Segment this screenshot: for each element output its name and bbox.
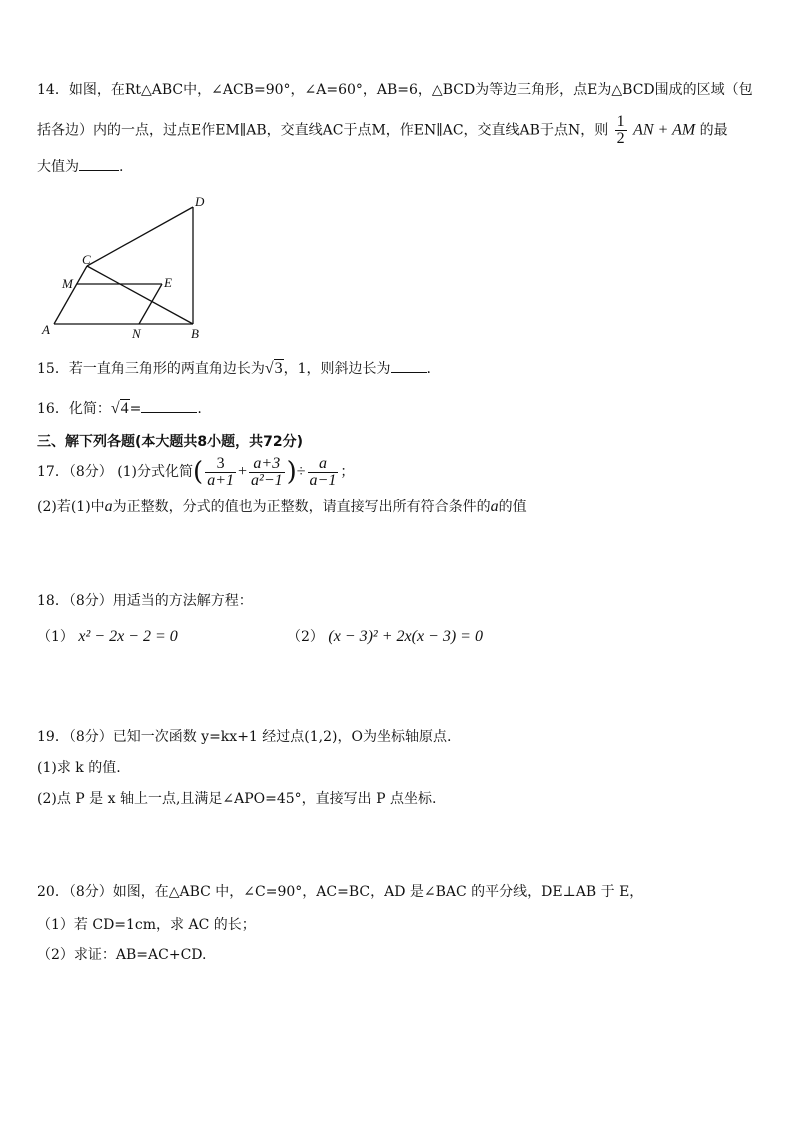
q17-frac1 [205, 456, 236, 489]
section3-title: 三、解下列各题(本大题共8小题，共72分) [37, 434, 304, 450]
label-N: N [132, 326, 141, 341]
q17-frac3-num: a [308, 456, 339, 473]
q17-frac3 [308, 456, 339, 489]
label-E: E [164, 275, 172, 290]
q18-title: 18．（8分）用适当的方法解方程： [37, 593, 253, 609]
q15-radicand: 3 [274, 360, 283, 377]
q14-fraction [615, 114, 627, 147]
q14-answer-blank[interactable] [79, 156, 119, 171]
segment-CD [87, 207, 193, 266]
q17-frac2 [249, 456, 285, 489]
q17-var-a2: a [490, 498, 499, 515]
q15-answer-blank[interactable] [391, 358, 427, 373]
q16-radicand: 4 [120, 400, 129, 417]
q17-semicolon: ； [340, 464, 355, 480]
q17-frac2-num: a+3 [249, 456, 285, 473]
q18-p1-equation: x² − 2x − 2 = 0 [78, 628, 178, 645]
segment-CB [87, 266, 193, 324]
q16-text2: = [129, 401, 142, 417]
q18-part2 [287, 627, 483, 647]
q14-line3 [37, 156, 123, 177]
label-D: D [195, 194, 205, 209]
segment-AC [54, 266, 87, 324]
q14-line3-end: . [119, 159, 124, 175]
q17-div: ÷ [296, 463, 306, 480]
q16-sqrt: √4 [110, 400, 129, 417]
q18-p2-equation: (x − 3)² + 2x(x − 3) = 0 [328, 628, 483, 645]
q14-line2-text: 括各边）内的一点，过点E作EM∥AB，交直线AC于点M，作EN∥AC，交直线AB于点N，则 [37, 122, 609, 139]
q17-line2 [37, 497, 527, 517]
q20-part2: （2）求证：AB=AC+CD. [37, 947, 207, 963]
q16-answer-blank[interactable] [141, 398, 197, 413]
q17-line1: 17．（8分） (1)分式化简( $\frac{3}{a+1}$ + $\frac{a+3}{\text{a²−1}}$ )÷ $\frac{a}{a-1}$ ； [37, 454, 355, 489]
q18-part1 [37, 627, 178, 647]
q17-part2-b: 为正整数，分式的值也为正整数，请直接写出所有符合条件的 [112, 499, 491, 515]
q20-title: 20．（8分）如图，在△ABC 中，∠C=90°，AC=BC，AD 是∠BAC 的平分线，DE⊥AB 于 E， [37, 884, 644, 900]
q14-line1 [37, 80, 753, 100]
q17-frac1-num: 3 [205, 456, 236, 473]
q17-frac3-den: a−1 [309, 471, 337, 489]
q17-part2-c: 的值 [498, 499, 527, 515]
q20-part1: （1）若 CD=1cm，求 AC 的长； [37, 917, 256, 933]
q14-frac-den: 2 [616, 130, 625, 147]
q17-part2-a: (2)若(1)中 [37, 499, 105, 515]
q16 [37, 398, 202, 419]
q14-line3-text: 大值为 [37, 159, 79, 175]
q16-end: . [197, 401, 202, 417]
q15-text1: 15．若一直角三角形的两直角边长为 [37, 361, 265, 377]
q15 [37, 358, 431, 379]
q14-figure [36, 190, 216, 345]
q14-line2-tail: 的最 [699, 122, 728, 139]
q17-frac1-den: a+1 [207, 471, 234, 489]
q14-line1-text: 14．如图，在Rt△ABC中，∠ACB=90°，∠A=60°，AB=6，△BCD为等边三角形，点E为△BCD围成的区域（包 [37, 82, 753, 98]
label-A: A [42, 322, 50, 337]
label-C: C [82, 252, 91, 267]
label-M: M [62, 276, 73, 291]
q14-line2 [37, 114, 728, 147]
q18-p2-label: （2） [287, 629, 324, 645]
segment-EN [139, 284, 162, 324]
q15-text2: ，1，则斜边长为 [283, 361, 391, 377]
q19-title: 19．（8分）已知一次函数 y=kx+1 经过点(1,2)，O为坐标轴原点. [37, 729, 452, 745]
q17-frac2-den: a²−1 [251, 471, 283, 489]
q14-expr: AN + AM [633, 121, 696, 139]
q15-sqrt: √3 [264, 360, 283, 377]
q17-part1: (1)分式化简 [117, 464, 194, 480]
q15-end: . [426, 361, 431, 377]
q19-part1: (1)求 k 的值. [37, 760, 121, 776]
q18-p1-label: （1） [37, 629, 74, 645]
q17-var-a: a [104, 498, 113, 515]
q17-plus: + [237, 463, 248, 480]
q17-label: 17．（8分） [37, 464, 113, 480]
q14-frac-num: 1 [616, 113, 625, 130]
q19-part2: (2)点 P 是 x 轴上一点,且满足∠APO=45°，直接写出 P 点坐标. [37, 791, 437, 807]
q16-text1: 16．化简： [37, 401, 111, 417]
label-B: B [191, 326, 199, 341]
